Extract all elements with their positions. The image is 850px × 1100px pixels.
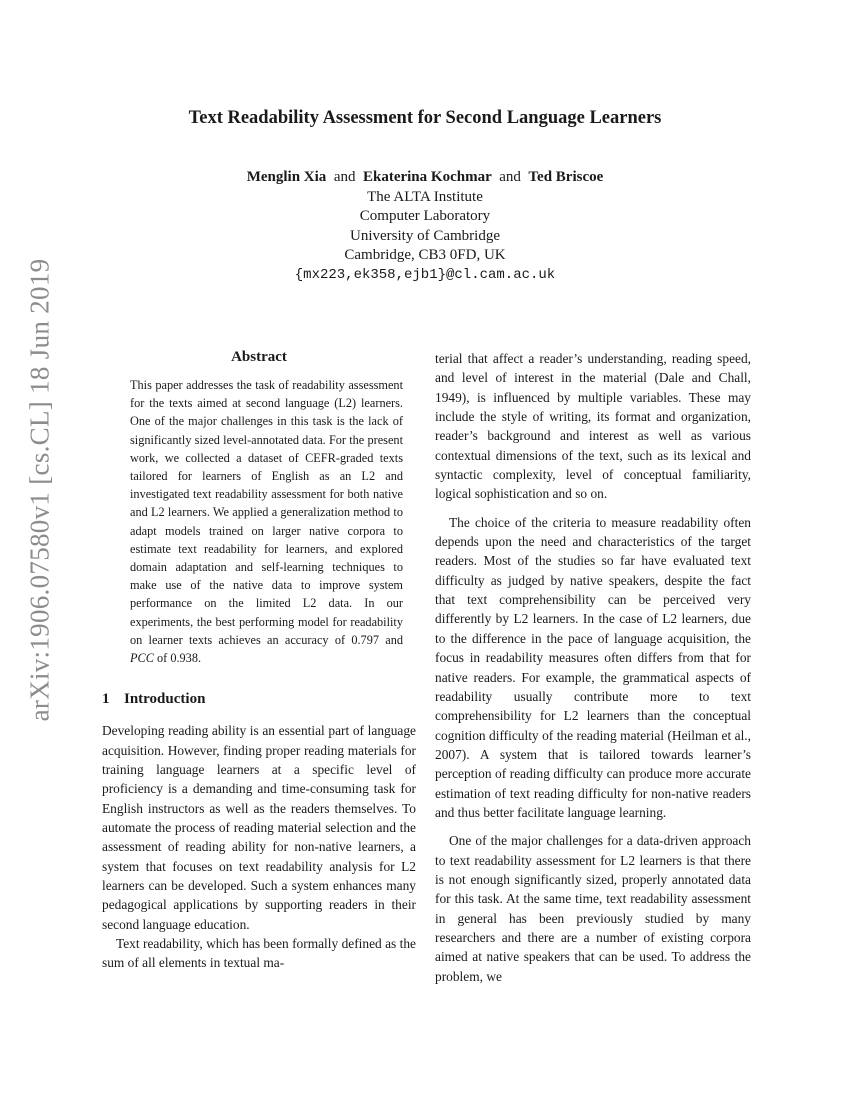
affiliation-line: University of Cambridge: [350, 227, 500, 244]
paragraph: One of the major challenges for a data-driven approach to text readability assessment for L2 learners is that there is not enough significantly sized, properly annotated data for this task. At the same time, text readability assessment in general has been previously studied by many researchers and there are a number of existing corpora aimed at native speakers that can be used. To address the problem, we: [435, 833, 751, 984]
affiliation-line: The ALTA Institute: [367, 188, 483, 205]
arxiv-identifier-stamp: arXiv:1906.07580v1 [cs.CL] 18 Jun 2019: [24, 258, 55, 722]
paragraph: Text readability, which has been formally defined as the sum of all elements in textual ma-: [102, 936, 416, 971]
abstract-text: [130, 376, 403, 667]
author-name: Ekaterina Kochmar: [362, 169, 492, 185]
affiliation-line: Computer Laboratory: [359, 208, 491, 224]
author-name: Menglin Xia: [246, 169, 327, 185]
section-title: Introduction: [124, 691, 206, 708]
author-names: [100, 168, 750, 188]
paper-title: Text Readability Assessment for Second Language Learners: [188, 108, 662, 128]
paragraph: Developing reading ability is an essential part of language acquisition. However, finding proper reading materials for training language learners at a specific level of proficiency is a demanding and time-consuming task for English instructors as well as the readers themselves. To automate the process of reading material selection and the assessment of reading ability for non-native learners, a system that focuses on text readability analysis for L2 learners can be developed. Such a system enhances many pedagogical applications by supporting readers in their second language education.: [102, 723, 416, 932]
author-name: Ted Briscoe: [528, 169, 604, 185]
pcc-symbol: PCC: [130, 651, 154, 666]
author-separator: and: [333, 169, 356, 185]
section-heading-introduction: [102, 689, 416, 709]
affiliation-line: Cambridge, CB3 0FD, UK: [344, 247, 506, 263]
section-number: 1: [102, 691, 110, 708]
author-block: [100, 168, 750, 285]
author-emails: {mx223,ek358,ejb1}@cl.cam.ac.uk: [294, 266, 556, 283]
right-column: [435, 349, 751, 986]
paragraph: terial that affect a reader’s understanding, reading speed, and level of interest in the material (Dale and Chall, 1949), is influenced by multiple variables. These may include the style of writing, its format and organization, reader’s background and interest as well as various contextual dimensions of the text, such as its lexical and syntactic complexity, level of conceptual familiarity, logical sophistication and so on.: [435, 351, 751, 502]
abstract-text-part: This paper addresses the task of readability assessment for the texts aimed at second language (L2) learners. One of the major challenges in this task is the lack of significantly sized level-annotated data. For the present work, we collected a dataset of CEFR-graded texts tailored for learners of English as an L2 and investigated text readability assessment for both native and L2 learners. We applied a generalization method to adapt models trained on larger native corpora to estimate text readability for learners, and explored domain adaptation and self-learning techniques to make use of the native data to improve system performance on the limited L2 data. In our experiments, the best performing model for readability on learner texts achieves an accuracy of 0.797 and: [130, 378, 403, 647]
author-separator: and: [499, 169, 521, 185]
paragraph: The choice of the criteria to measure readability often depends upon the need and characteristics of the target readers. Most of the studies so far have evaluated text difficulty as judged by native speakers, despite the fact that text comprehensibility can be perceived very differently by L2 learners. In the case of L2 learners, due to the difference in the pace of language acquisition, the focus in readability measures often differs from that for native readers. For example, the grammatical aspects of readability usually contribute more to text comprehensibility for L2 learners than the conceptual cognition difficulty of the reading material (Heilman et al., 2007). A system that is tailored towards learner’s perception of reading difficulty can produce more accurate estimation of text reading difficulty for non-native readers and thus better facilitate language learning.: [435, 514, 751, 820]
abstract-heading: Abstract: [231, 349, 287, 365]
left-column: [102, 348, 416, 973]
abstract-text-part: of 0.938.: [153, 651, 202, 666]
